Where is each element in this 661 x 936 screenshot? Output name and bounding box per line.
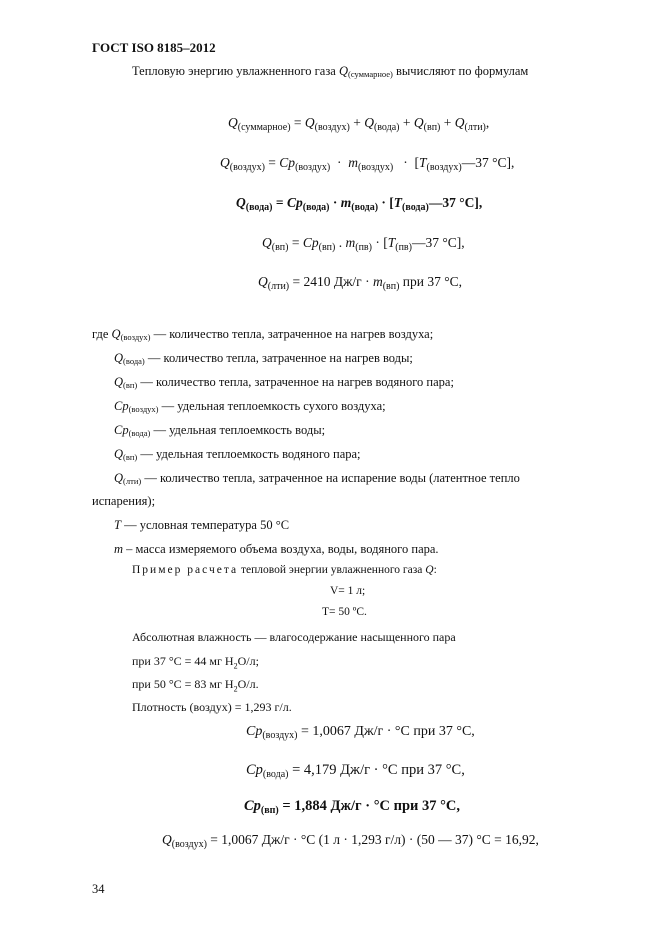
definition-line: Cp(вода) — удельная теплоемкость воды; [114,423,326,438]
formula-q-air: $Q_{(воздух)} = Cp_{(воздух)} \cdot m_{(воздух)}$ · [$T_{(воздух)}—37$ °C], [220,155,515,173]
intro-line: Тепловую энергию увлажненного газа Q(суммарное) вычисляют по формулам [132,64,529,79]
example-temperature: Т= 50 ºС. [322,606,367,618]
humidity-37: при 37 °С = 44 мг $H_2O/л$; [132,654,259,671]
cp-water-value: $Cp_{(вода)} = 4,179$ Дж/г · °С при 37 °С, [246,762,465,780]
definition-temperature: T — условная температура 50 °С [114,518,290,532]
formula-q-latent: $Q_{(лти)} = 2410$ $Дж/г \cdot m_{(вп)}$ при 37 °С, [258,274,463,292]
formula-q-vapor: $Q_{(вп)} = Cp_{(вп)}$ . $m_{(пв)}$ · [$T_{(пв)}—37$ °C], [262,235,465,253]
cp-vapor-value: $Cp_{(вп)} = 1,884$ Дж/г · °С при 37 °С, [244,798,461,816]
definition-mass: m – масса измеряемого объема воздуха, воды, водяного пара. [114,542,439,556]
density-line: Плотность (воздух) = 1,293 г/л. [132,700,292,714]
definition-line: Q(лти) — количество тепла, затраченное на испарение воды (латентное тепло [114,471,520,486]
page-number: 34 [92,882,105,896]
definition-continuation: испарения); [92,494,156,508]
formula-q-water: $Q_{(вода)} = Cp_{(вода)} \cdot m_{(вода)}$ · [$T_{(вода)}—37$ °C], [236,195,483,213]
definition-line: где Q(воздух) — количество тепла, затраченное на нагрев воздуха; [92,327,434,342]
definition-line: Cp(воздух) — удельная теплоемкость сухого воздуха; [114,399,386,414]
humidity-line: Абсолютная влажность — влагосодержание насыщенного пара [132,630,456,644]
definition-line: Q(вп) — количество тепла, затраченное на нагрев водяного пара; [114,375,454,390]
final-calculation: $Q_{(воздух)} = 1,0067$ Дж/г · °С (1 л · 1,293 г/л) · (50 — 37) °С = 16,92, [162,832,539,850]
definition-line: Q(вода) — количество тепла, затраченное на нагрев воды; [114,351,413,366]
definition-line: Q(вп) — удельная теплоемкость водяного пара; [114,447,361,462]
formula-q-total: $Q_{(суммарное)} = Q_{(воздух)} + Q_{(вода)} + Q_{(вп)} + Q_{(лти)}$, [228,115,490,133]
cp-air-value: $Cp_{(воздух)} = 1,0067$ Дж/г · °С при 37 °С, [246,724,475,741]
document-header: ГОСТ ISO 8185–2012 [92,40,216,55]
humidity-50: при 50 °С = 83 мг $H_2O/л$. [132,677,259,694]
example-heading: Пример расчета тепловой энергии увлажненного газа Q: [132,564,437,576]
example-volume: V= 1 л; [330,585,366,597]
